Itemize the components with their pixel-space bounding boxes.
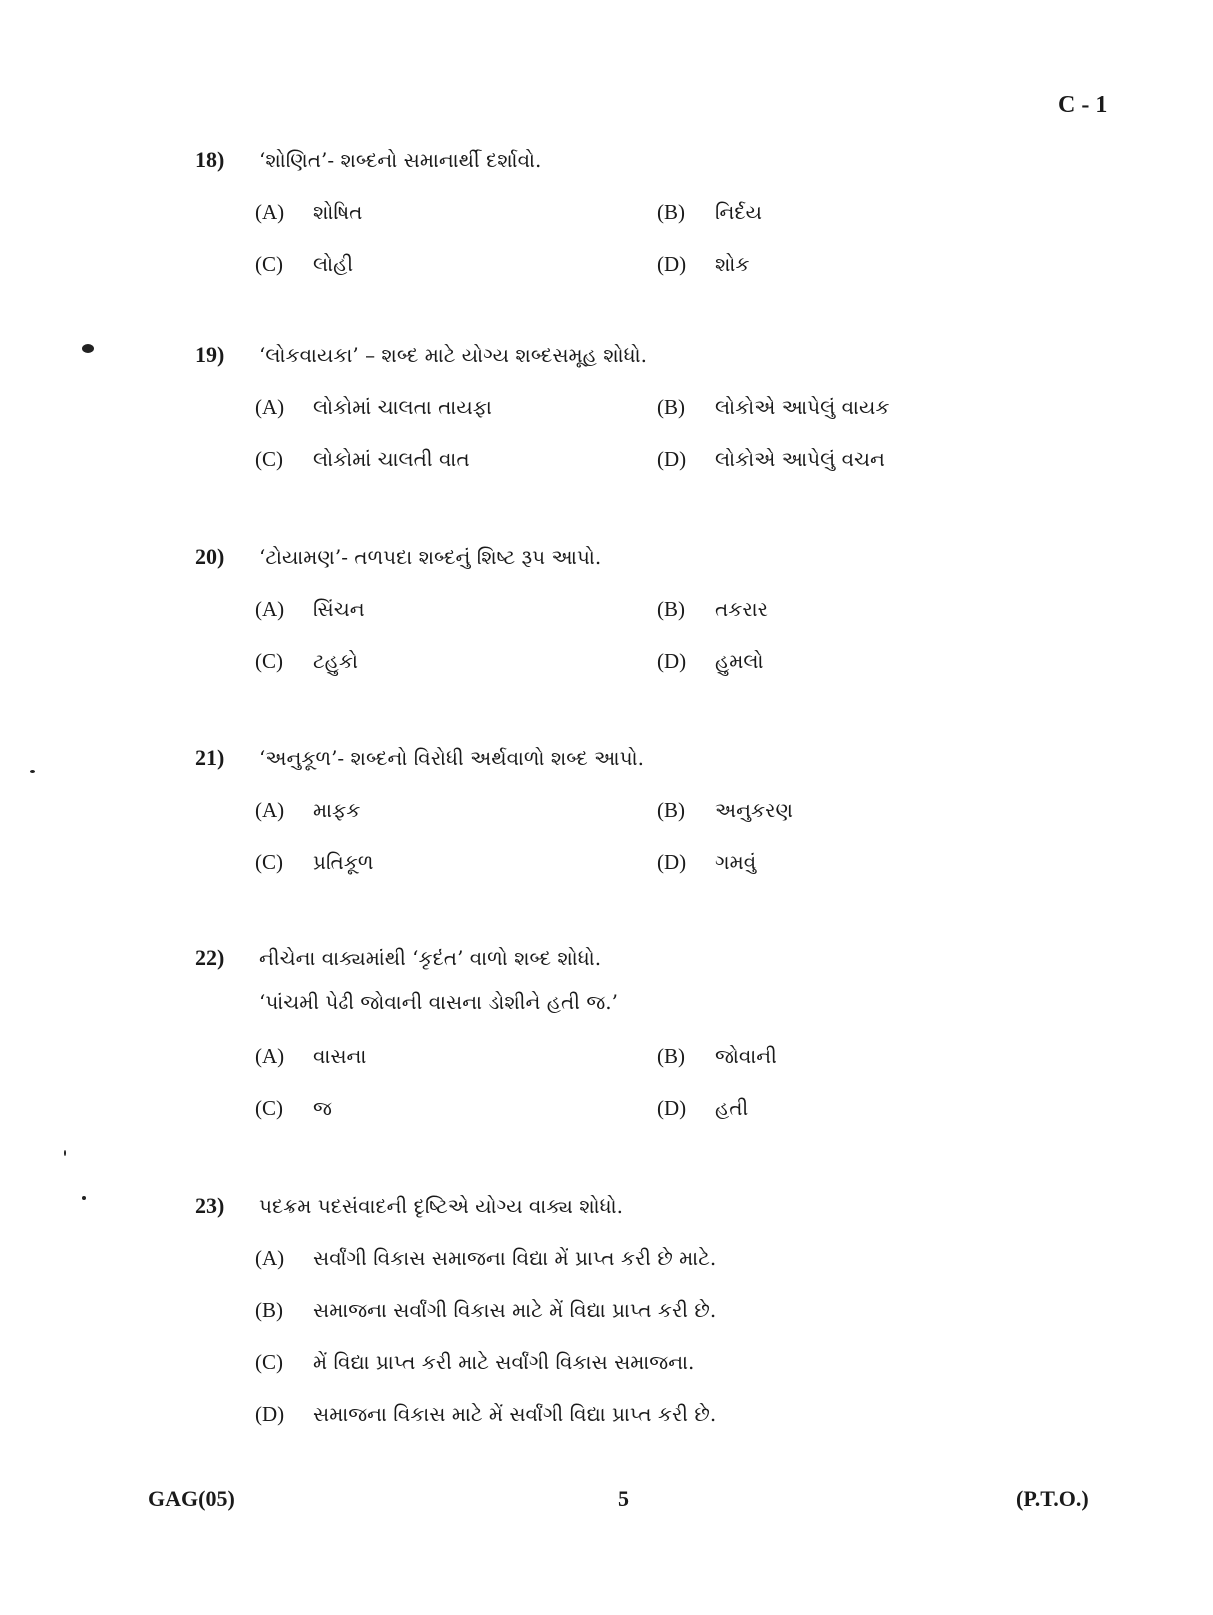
option-text: લોકોમાં ચાલતી વાત [313,447,470,471]
option-b[interactable] [657,790,793,842]
question-number: 18) [195,147,225,172]
scan-speck [82,1196,86,1200]
option-a[interactable] [255,790,360,842]
option-d[interactable] [657,842,756,894]
option-text: સિંચન [313,597,365,621]
question-18 [195,142,1095,296]
option-text: ગમવું [715,850,757,874]
question-number: 20) [195,544,225,569]
option-b[interactable] [657,192,762,244]
paper-code: GAG(05) [148,1486,235,1511]
option-label: (B) [657,1044,685,1068]
option-a[interactable] [255,387,492,439]
option-text: લોકોએ આપેલું વાયક [715,395,890,419]
option-c[interactable] [255,1342,694,1394]
option-c[interactable] [255,1088,332,1140]
option-label: (C) [255,252,283,276]
question-text: ‘શોણિત’- શબ્દનો સમાનાર્થી દર્શાવો. [259,148,542,172]
option-d[interactable] [657,244,750,296]
question-20 [195,539,1095,693]
question-number: 22) [195,945,225,970]
question-text: નીચેના વાક્યમાંથી ‘કૃદંત’ વાળો શબ્દ શોધો. [259,946,602,970]
option-a[interactable] [255,192,362,244]
option-text: શોક [715,252,750,276]
option-text: લોકોમાં ચાલતા તાયફા [313,395,492,419]
option-label: (B) [657,597,685,621]
option-text: જ [313,1096,332,1120]
option-text: તકરાર [715,597,768,621]
option-text: હતી [715,1096,749,1120]
option-text: લોહી [313,252,354,276]
option-label: (B) [657,798,685,822]
option-label: (A) [255,798,285,822]
option-label: (D) [657,1096,687,1120]
scan-speck [30,770,35,773]
option-c[interactable] [255,244,353,296]
option-b[interactable] [657,589,768,641]
option-label: (C) [255,447,283,471]
option-a[interactable] [255,1238,716,1290]
pto-note: (P.T.O.) [1016,1486,1089,1511]
scan-speck [82,344,94,353]
option-label: (C) [255,1096,283,1120]
option-c[interactable] [255,439,470,491]
question-21 [195,740,1095,894]
option-text: મેં વિદ્યા પ્રાપ્ત કરી માટે સર્વાંગી વિકાસ સમાજના. [313,1350,695,1374]
set-code: C - 1 [1058,92,1108,118]
option-text: ટહુકો [313,649,358,673]
question-number: 21) [195,745,225,770]
option-label: (C) [255,1350,283,1374]
option-label: (A) [255,1044,285,1068]
question-number: 23) [195,1193,225,1218]
option-label: (B) [657,395,685,419]
option-d[interactable] [657,641,763,693]
question-19 [195,337,1095,491]
option-text: પ્રતિકૂળ [313,850,374,874]
question-text: ‘ટોયામણ’- તળપદા શબ્દનું શિષ્ટ રૂપ આપો. [259,545,602,569]
option-text: સમાજના વિકાસ માટે મેં સર્વાંગી વિદ્યા પ્રાપ્ત કરી છે. [313,1402,717,1426]
option-label: (D) [657,447,687,471]
question-22 [195,940,1095,1140]
option-text: અનુકરણ [715,798,793,822]
option-a[interactable] [255,1036,366,1088]
option-text: શોષિત [313,200,363,224]
option-label: (D) [657,252,687,276]
option-b[interactable] [657,387,889,439]
question-text: ‘લોકવાયકા’ – શબ્દ માટે યોગ્ય શબ્દસમૂહ શોધો. [259,343,648,367]
option-c[interactable] [255,842,373,894]
option-c[interactable] [255,641,358,693]
option-text: નિર્દય [715,200,762,224]
question-text: પદક્રમ પદસંવાદની દૃષ્ટિએ યોગ્ય વાક્ય શોધો. [259,1194,624,1218]
option-text: જોવાની [715,1044,777,1068]
option-d[interactable] [657,439,885,491]
option-b[interactable] [657,1036,777,1088]
option-label: (D) [255,1402,285,1426]
scan-speck [64,1150,66,1156]
option-text: સમાજના સર્વાંગી વિકાસ માટે મેં વિદ્યા પ્રાપ્ત કરી છે. [313,1298,717,1322]
option-text: વાસના [313,1044,367,1068]
option-label: (B) [657,200,685,224]
option-a[interactable] [255,589,365,641]
option-label: (D) [657,649,687,673]
option-label: (A) [255,597,285,621]
option-text: હુમલો [715,649,764,673]
question-number: 19) [195,342,225,367]
question-23 [195,1188,1095,1446]
question-sentence: ‘પાંચમી પેઢી જોવાની વાસના ડોશીને હતી જ.’ [259,990,618,1014]
option-label: (C) [255,850,283,874]
page-number: 5 [618,1486,629,1511]
option-label: (D) [657,850,687,874]
option-label: (A) [255,200,285,224]
option-label: (C) [255,649,283,673]
question-text: ‘અનુકૂળ’- શબ્દનો વિરોધી અર્થવાળો શબ્દ આપો. [259,746,644,770]
option-text: સર્વાંગી વિકાસ સમાજના વિદ્યા મેં પ્રાપ્ત કરી છે માટે. [313,1246,717,1270]
option-label: (A) [255,1246,285,1270]
option-b[interactable] [255,1290,716,1342]
option-d[interactable] [255,1394,716,1446]
option-text: લોકોએ આપેલું વચન [715,447,885,471]
option-text: માફક [313,798,361,822]
option-d[interactable] [657,1088,748,1140]
option-label: (A) [255,395,285,419]
option-label: (B) [255,1298,283,1322]
